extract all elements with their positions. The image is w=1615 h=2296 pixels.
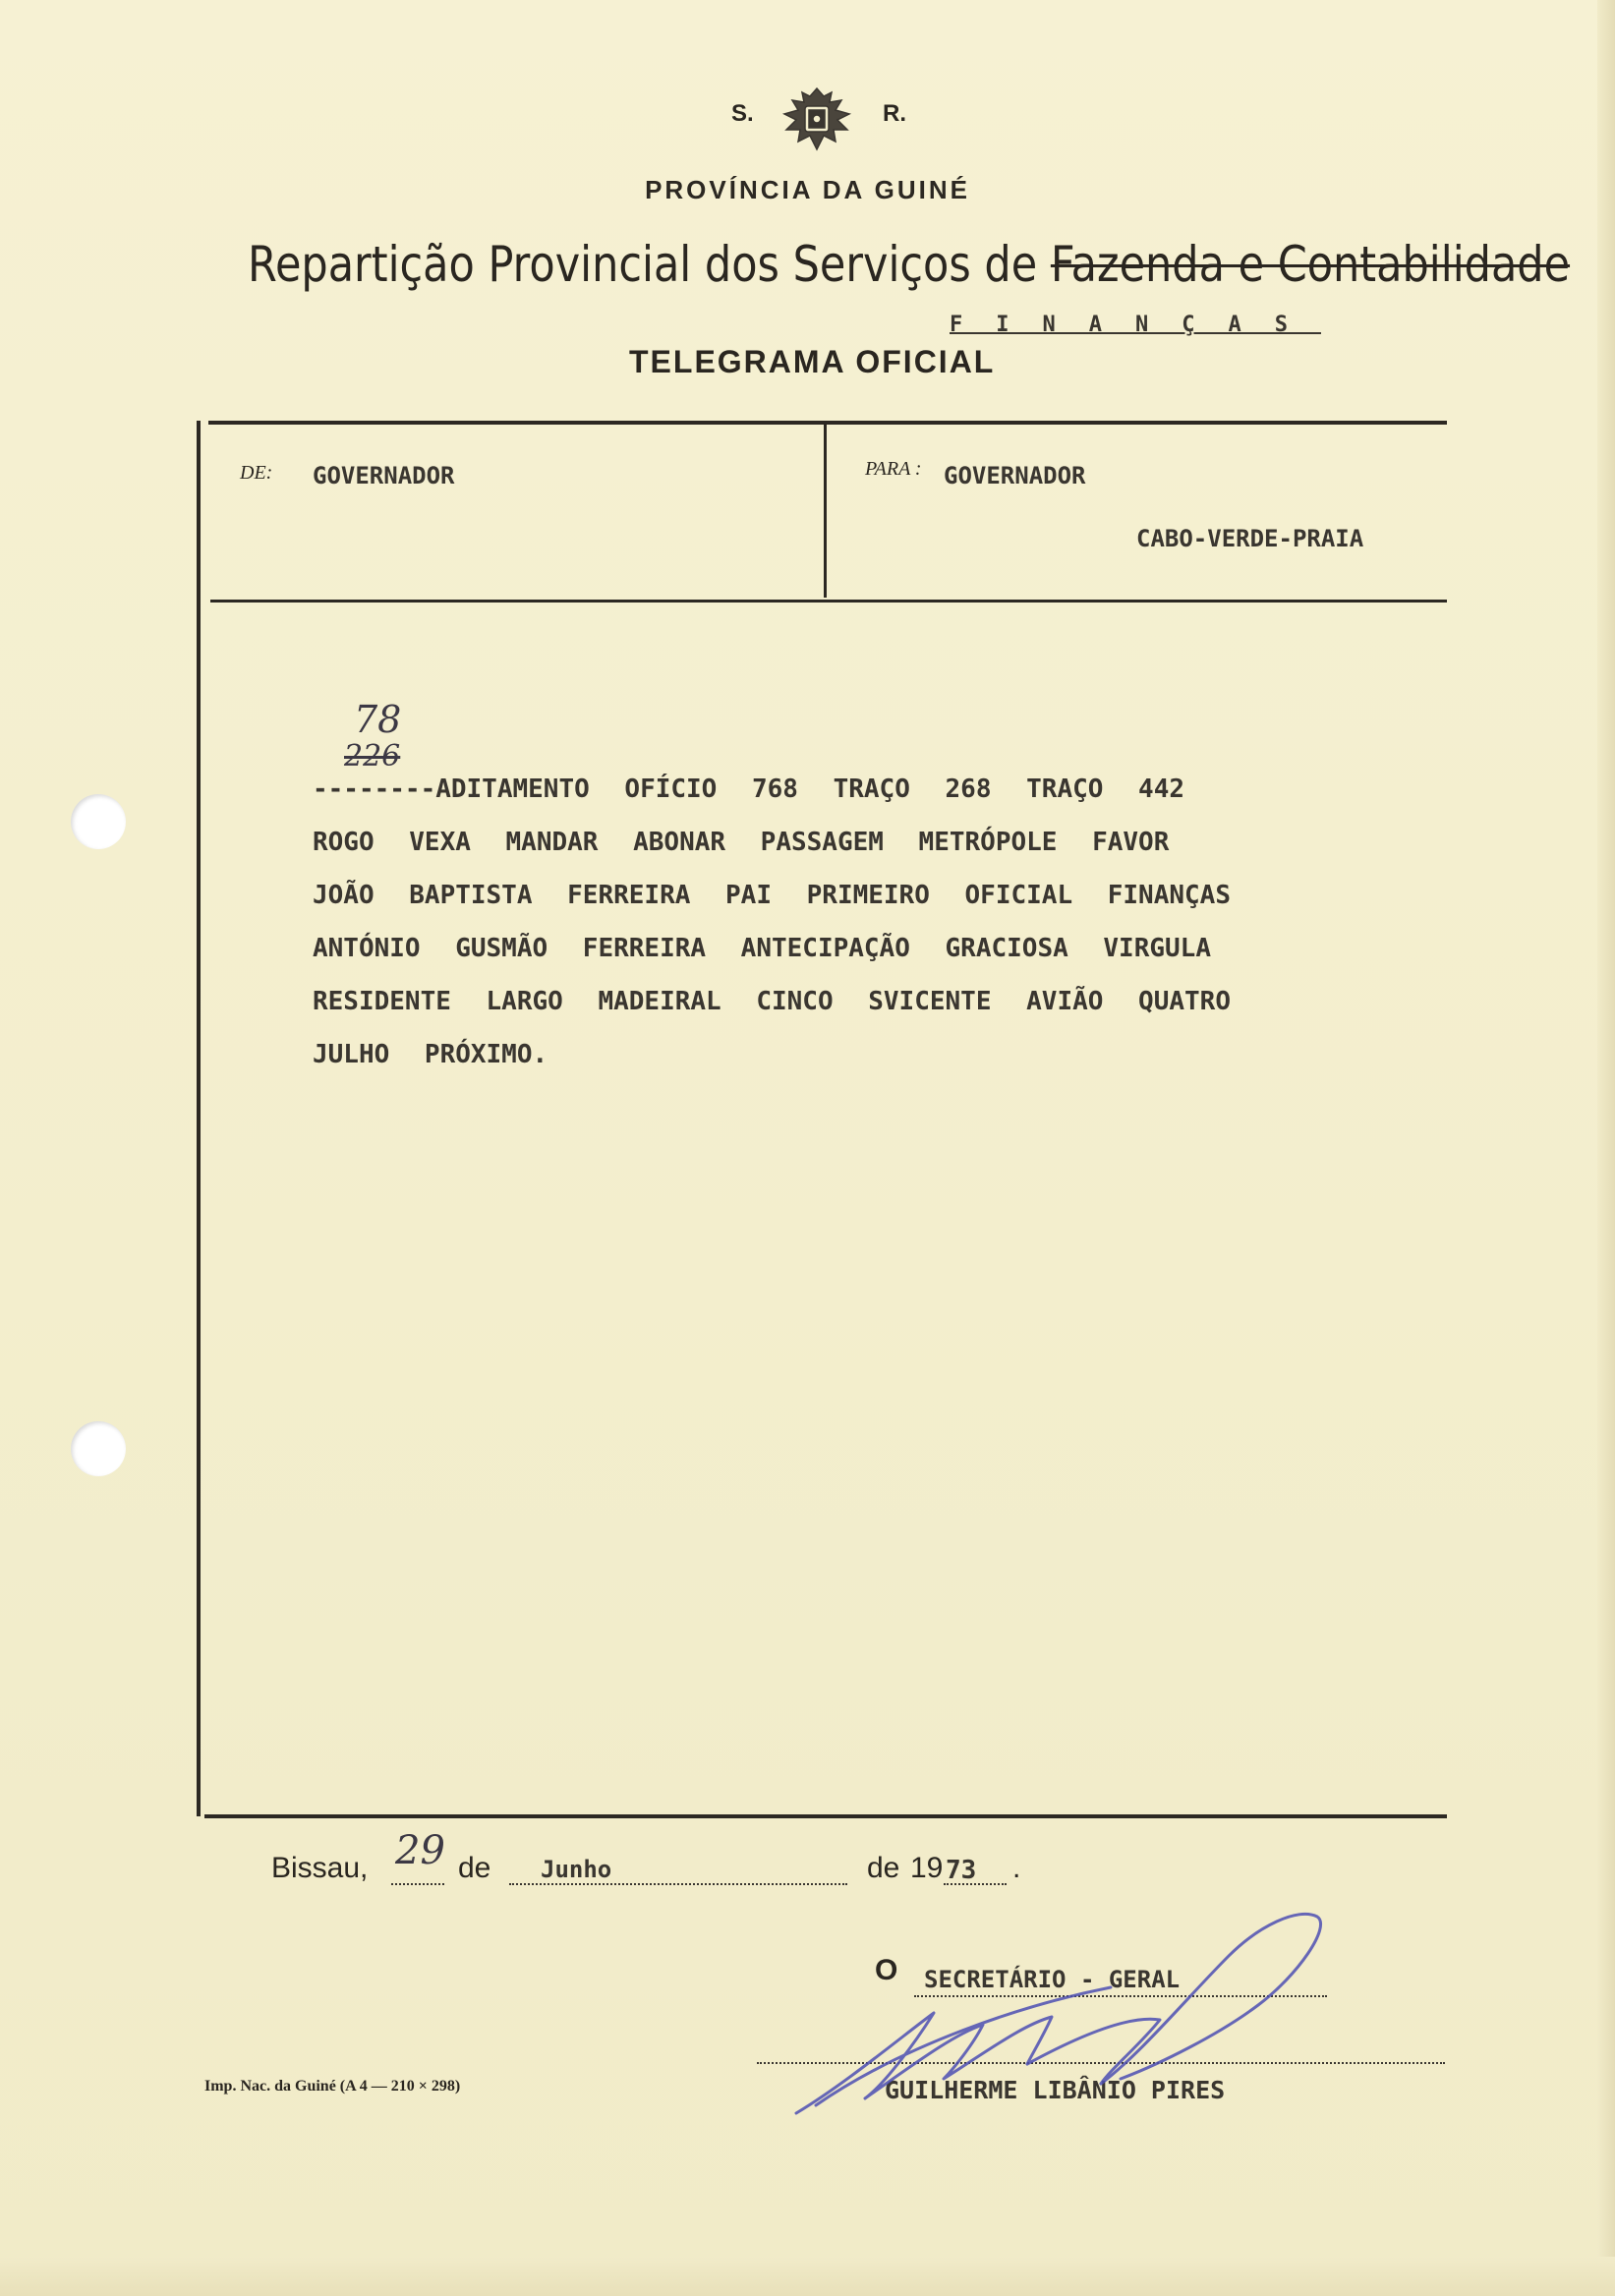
handwritten-signature bbox=[786, 1897, 1376, 2133]
office-title-struck: Fazenda e Contabilidade bbox=[1050, 236, 1571, 293]
handwritten-number: 78 bbox=[354, 698, 402, 741]
page-edge-bottom bbox=[0, 2257, 1615, 2296]
signatory-title: SECRETÁRIO - GERAL bbox=[924, 1966, 1181, 1993]
form-title: TELEGRAMA OFICIAL bbox=[629, 344, 996, 379]
office-correction: FINANÇAS bbox=[950, 313, 1321, 337]
province-heading: PROVÍNCIA DA GUINÉ bbox=[645, 175, 970, 204]
dateline-de-1: de bbox=[458, 1852, 491, 1884]
dateline-de-2: de bbox=[867, 1852, 900, 1884]
frame-top-rule bbox=[208, 421, 1447, 425]
to-label: PARA : bbox=[865, 458, 922, 480]
printer-imprint: Imp. Nac. da Guiné (A 4 — 210 × 298) bbox=[204, 2078, 461, 2095]
dateline-period: . bbox=[1012, 1852, 1021, 1884]
to-destination: CABO-VERDE-PRAIA bbox=[1136, 525, 1364, 552]
signatory-name: GUILHERME LIBÂNIO PIRES bbox=[885, 2076, 1226, 2104]
month-dotted-line bbox=[509, 1883, 847, 1885]
from-value: GOVERNADOR bbox=[313, 462, 455, 489]
dateline-day: 29 bbox=[395, 1828, 445, 1873]
header-right-letter: R. bbox=[883, 100, 906, 127]
day-dotted-line bbox=[391, 1883, 444, 1885]
message-body: --------ADITAMENTO OFÍCIO 768 TRAÇO 268 TRAÇO 442 ROGO VEXA MANDAR ABONAR PASSAGEM METRÓPOLE FAVOR JOÃO BAPTISTA FERREIRA PAI PRIMEIRO OFICIAL FINANÇAS ANTÓNIO GUSMÃO FERREIRA ANTECIPAÇÃO GRACIOSA VIRGULA RESIDENTE LARGO MADEIRAL CINCO SVICENTE AVIÃO QUATRO JULHO PRÓXIMO. bbox=[313, 775, 1231, 1069]
signature-o-mark: O bbox=[875, 1954, 898, 1986]
punch-hole-lower bbox=[71, 1421, 126, 1476]
to-value: GOVERNADOR bbox=[944, 462, 1086, 489]
dateline-year-suffix: 73 bbox=[946, 1856, 977, 1885]
struck-number: 226 bbox=[344, 739, 401, 774]
office-title bbox=[248, 236, 1570, 293]
address-bottom-rule bbox=[210, 600, 1447, 603]
coat-of-arms-icon bbox=[773, 85, 861, 155]
page-edge-right bbox=[1597, 0, 1615, 2296]
address-divider bbox=[824, 425, 827, 598]
frame-left-rule bbox=[197, 421, 201, 1816]
office-title-prefix: Repartição Provincial dos Serviços de bbox=[248, 236, 1051, 293]
dateline-place: Bissau, bbox=[271, 1852, 369, 1884]
dateline-month: Junho bbox=[541, 1856, 612, 1883]
header-left-letter: S. bbox=[731, 100, 754, 127]
punch-hole-upper bbox=[71, 794, 126, 849]
from-label: DE: bbox=[240, 462, 273, 484]
dateline-year-prefix: 19 bbox=[910, 1852, 944, 1884]
frame-bottom-rule bbox=[204, 1814, 1447, 1818]
